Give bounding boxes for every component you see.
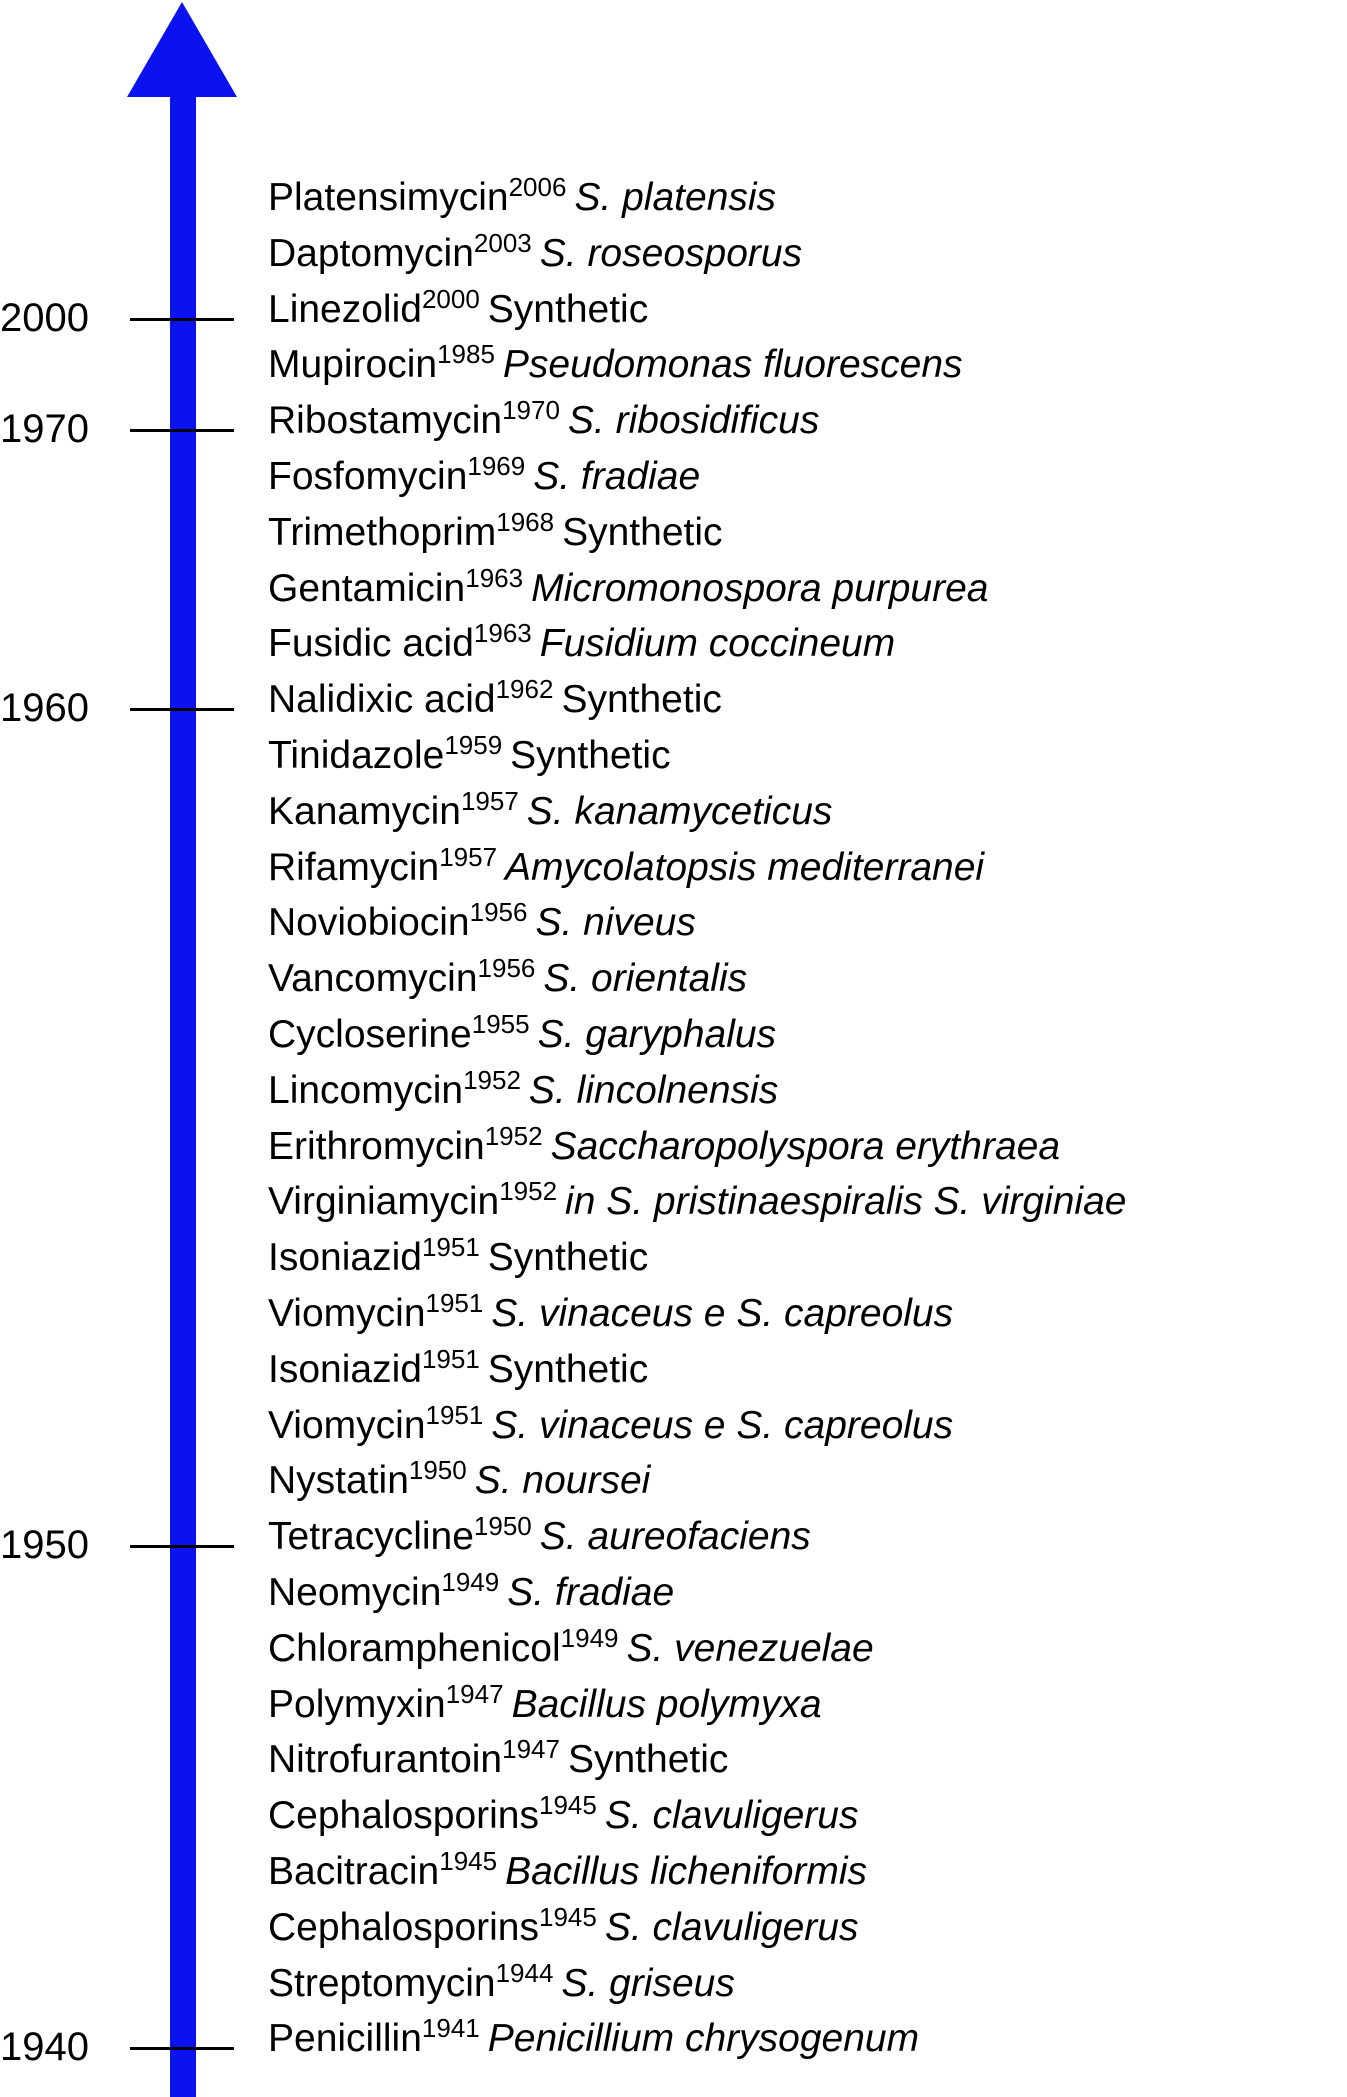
- antibiotic-name: Mupirocin: [268, 343, 438, 387]
- discovery-year: 1951: [421, 1232, 480, 1263]
- timeline-entry: [268, 172, 777, 223]
- year-tick: [130, 318, 234, 321]
- antibiotic-name: Virginiamycin: [268, 1180, 500, 1224]
- discovery-year: 1950: [473, 1511, 532, 1542]
- discovery-year: 1968: [496, 506, 555, 537]
- antibiotic-name: Gentamicin: [268, 566, 466, 610]
- source-organism: Synthetic: [487, 287, 649, 331]
- source-organism: S. roseosporus: [539, 231, 803, 275]
- antibiotic-name: Fosfomycin: [268, 455, 468, 498]
- year-tick-label: 1950: [0, 1523, 89, 1568]
- timeline-entry: [268, 1455, 651, 1506]
- timeline-entry: [268, 283, 649, 335]
- antibiotic-name: Bacitracin: [268, 1850, 440, 1893]
- source-organism: S. fradiae: [533, 455, 701, 498]
- source-organism: S. noursei: [474, 1459, 651, 1503]
- timeline-entry: [268, 1567, 675, 1618]
- source-organism: Penicillium chrysogenum: [487, 2017, 920, 2061]
- discovery-year: 1970: [502, 395, 560, 426]
- antibiotic-name: Linezolid: [268, 287, 422, 331]
- source-organism: S. platensis: [574, 176, 777, 219]
- timeline-entry: [268, 674, 722, 725]
- timeline-entry: [268, 785, 833, 837]
- discovery-year: 1952: [484, 1120, 543, 1151]
- source-organism: Synthetic: [567, 1738, 729, 1782]
- timeline-arrowhead: [127, 2, 237, 97]
- discovery-year: 1969: [467, 451, 526, 481]
- discovery-year: 1955: [471, 1009, 530, 1039]
- source-organism: S. kanamyceticus: [526, 789, 833, 833]
- year-tick-label: 2000: [0, 295, 89, 340]
- timeline-entry: [268, 897, 696, 948]
- timeline-entry: [268, 730, 671, 781]
- year-tick: [130, 708, 234, 711]
- discovery-year: 1947: [445, 1678, 504, 1709]
- discovery-year: 1962: [495, 674, 554, 705]
- source-organism: S. vinaceus e S. capreolus: [491, 1292, 954, 1335]
- discovery-year: 1949: [560, 1622, 619, 1653]
- source-organism: Synthetic: [562, 510, 723, 554]
- timeline-entry: [268, 1009, 777, 1060]
- timeline-entry: [268, 1176, 1127, 1227]
- source-organism: S. clavuligerus: [604, 1794, 859, 1838]
- antibiotic-name: Fusidic acid: [268, 622, 474, 666]
- timeline-entry: [268, 841, 985, 893]
- source-organism: S. clavuligerus: [604, 1905, 859, 1949]
- source-organism: Synthetic: [561, 678, 722, 722]
- year-tick: [130, 1545, 234, 1548]
- timeline-entry: [268, 1343, 649, 1395]
- timeline-entry: [268, 1064, 779, 1116]
- discovery-year: 2000: [421, 283, 480, 314]
- source-organism: S. venezuelae: [626, 1626, 874, 1670]
- discovery-year: 1947: [502, 1734, 560, 1765]
- timeline-entry: [268, 618, 896, 669]
- antibiotic-name: Rifamycin: [268, 845, 440, 889]
- antibiotic-name: Ribostamycin: [268, 399, 503, 443]
- discovery-year: 1985: [437, 339, 495, 370]
- discovery-year: 1956: [469, 897, 528, 928]
- source-organism: Micromonospora purpurea: [531, 566, 989, 610]
- antibiotic-name: Chloramphenicol: [268, 1626, 561, 1670]
- discovery-year: 1945: [439, 1846, 498, 1876]
- antibiotic-name: Isoniazid: [268, 1236, 422, 1280]
- discovery-year: 1957: [439, 841, 498, 872]
- antibiotic-name: Penicillin: [268, 2017, 422, 2061]
- discovery-year: 1956: [477, 953, 536, 984]
- discovery-year: 1952: [499, 1176, 558, 1207]
- source-organism: Bacillus licheniformis: [505, 1850, 868, 1893]
- timeline-entry: [268, 1790, 859, 1841]
- antibiotic-name: Polymyxin: [268, 1682, 446, 1726]
- antibiotic-name: Kanamycin: [268, 789, 461, 833]
- discovery-year: 2003: [473, 227, 532, 258]
- source-organism: Saccharopolyspora erythraea: [550, 1124, 1061, 1168]
- antibiotic-name: Isoniazid: [268, 1347, 422, 1391]
- timeline-entry: [268, 953, 748, 1004]
- source-organism: Synthetic: [487, 1236, 649, 1280]
- antibiotic-name: Nitrofurantoin: [268, 1738, 503, 1782]
- year-tick: [130, 429, 234, 432]
- timeline-entry: [268, 1288, 954, 1339]
- source-organism: Synthetic: [510, 734, 671, 777]
- timeline-entry: [268, 562, 989, 614]
- year-tick-label: 1960: [0, 686, 89, 731]
- timeline-entry: [268, 2013, 920, 2064]
- discovery-year: 1945: [539, 1901, 597, 1932]
- timeline-axis: [170, 90, 196, 2097]
- discovery-year: 1952: [463, 1064, 521, 1095]
- timeline-entry: [268, 451, 701, 502]
- source-organism: Synthetic: [487, 1347, 649, 1391]
- timeline-entry: [268, 227, 803, 279]
- source-organism: Amycolatopsis mediterranei: [505, 845, 985, 889]
- antibiotic-name: Nystatin: [268, 1459, 409, 1503]
- antibiotic-name: Trimethoprim: [268, 510, 497, 554]
- timeline-entry: [268, 1399, 954, 1451]
- discovery-year: 1963: [473, 618, 532, 649]
- discovery-year: 1951: [425, 1288, 484, 1318]
- source-organism: Bacillus polymyxa: [511, 1682, 822, 1726]
- antibiotic-name: Vancomycin: [268, 957, 478, 1001]
- timeline-entry: [268, 1622, 874, 1674]
- timeline-entry: [268, 1734, 729, 1785]
- antibiotic-name: Noviobiocin: [268, 901, 470, 945]
- source-organism: S. ribosidificus: [567, 399, 820, 443]
- year-tick-label: 1970: [0, 407, 89, 452]
- antibiotic-name: Neomycin: [268, 1571, 442, 1614]
- timeline-entry: [268, 1846, 868, 1897]
- discovery-year: 1950: [408, 1455, 467, 1486]
- source-organism: S. garyphalus: [537, 1013, 777, 1056]
- antibiotic-name: Daptomycin: [268, 231, 474, 275]
- year-tick: [130, 2047, 234, 2050]
- discovery-year: 2006: [508, 172, 567, 202]
- antibiotic-name: Streptomycin: [268, 1961, 496, 2005]
- source-organism: S. aureofaciens: [539, 1515, 811, 1559]
- antibiotic-name: Platensimycin: [268, 176, 509, 219]
- timeline-entry: [268, 1120, 1061, 1172]
- antibiotic-name: Cephalosporins: [268, 1794, 540, 1838]
- discovery-year: 1963: [465, 562, 524, 593]
- discovery-year: 1951: [425, 1399, 484, 1430]
- antibiotic-name: Erithromycin: [268, 1124, 485, 1168]
- source-organism: in S. pristinaespiralis S. virginiae: [565, 1180, 1127, 1224]
- antibiotic-name: Cycloserine: [268, 1013, 472, 1056]
- antibiotic-name: Viomycin: [268, 1292, 426, 1335]
- source-organism: S. fradiae: [507, 1571, 675, 1614]
- discovery-year: 1957: [460, 785, 519, 816]
- source-organism: Pseudomonas fluorescens: [502, 343, 963, 387]
- source-organism: S. vinaceus e S. capreolus: [491, 1403, 954, 1447]
- antibiotic-name: Nalidixic acid: [268, 678, 496, 722]
- source-organism: S. griseus: [561, 1961, 735, 2005]
- timeline-entry: [268, 1511, 811, 1562]
- discovery-year: 1959: [444, 730, 503, 760]
- discovery-year: 1951: [421, 1343, 480, 1374]
- antibiotic-name: Tinidazole: [268, 734, 445, 777]
- timeline-entry: [268, 506, 723, 558]
- antibiotic-name: Lincomycin: [268, 1068, 464, 1112]
- discovery-year: 1945: [539, 1790, 597, 1821]
- discovery-year: 1944: [495, 1957, 554, 1988]
- source-organism: S. lincolnensis: [528, 1068, 779, 1112]
- timeline-entry: [268, 1232, 649, 1283]
- discovery-year: 1949: [441, 1567, 500, 1597]
- antibiotic-name: Viomycin: [268, 1403, 426, 1447]
- discovery-year: 1941: [421, 2013, 480, 2044]
- source-organism: S. orientalis: [543, 957, 748, 1001]
- source-organism: S. niveus: [535, 901, 696, 945]
- timeline-entry: [268, 1957, 735, 2009]
- antibiotic-name: Cephalosporins: [268, 1905, 540, 1949]
- timeline-entry: [268, 1678, 822, 1730]
- timeline-entry: [268, 339, 963, 390]
- year-tick-label: 1940: [0, 2025, 89, 2070]
- timeline-entry: [268, 1901, 859, 1953]
- antibiotic-name: Tetracycline: [268, 1515, 474, 1559]
- timeline-entry: [268, 395, 820, 446]
- source-organism: Fusidium coccineum: [539, 622, 896, 666]
